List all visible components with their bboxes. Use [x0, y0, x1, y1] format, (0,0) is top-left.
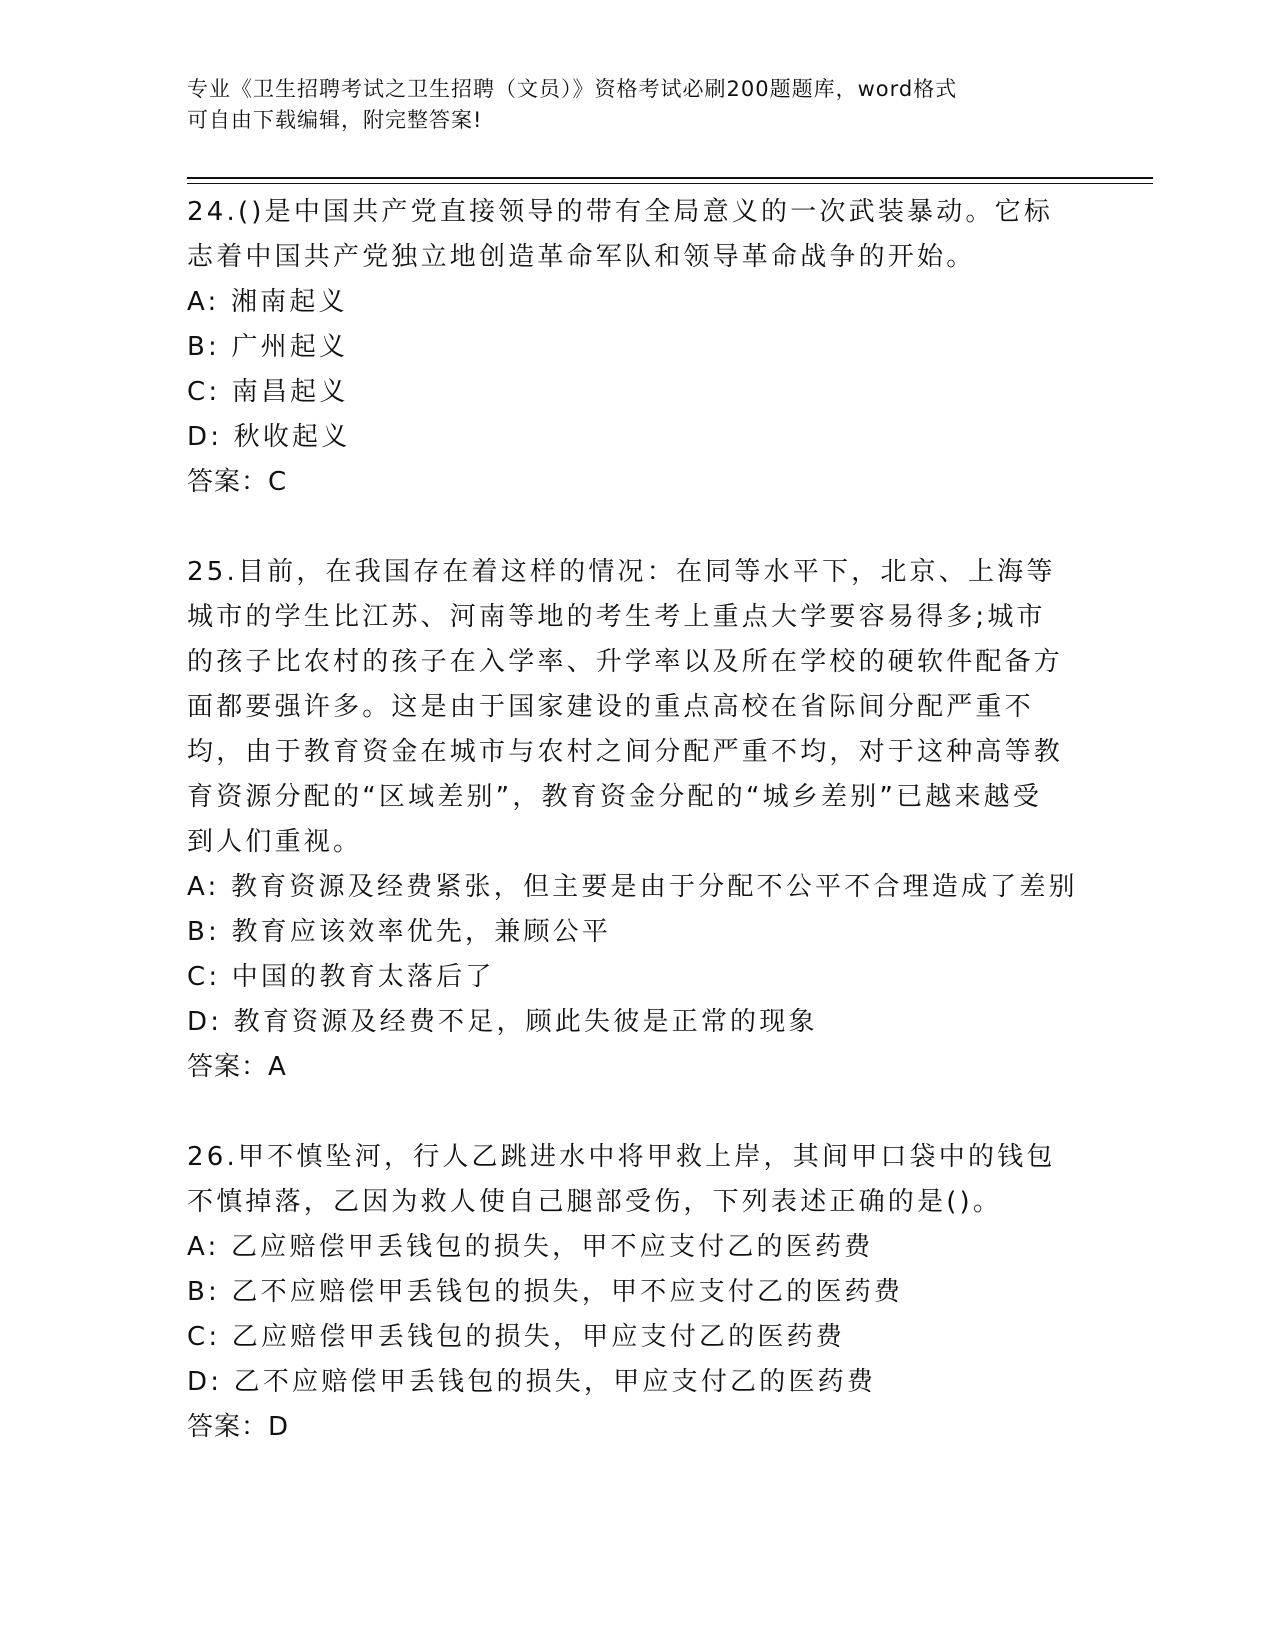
question-26	[187, 1135, 1067, 1450]
header-line-1: 专业《卫生招聘考试之卫生招聘（文员）》资格考试必刷200题题库，word格式	[187, 77, 958, 101]
document-header	[187, 74, 1087, 136]
question-stem: 24.()是中国共产党直接领导的带有全局意义的一次武装暴动。它标志着中国共产党独立地创造革命军队和领导革命战争的开始。	[187, 197, 1054, 272]
option-d: D: 乙不应赔偿甲丢钱包的损失，甲应支付乙的医药费	[187, 1367, 877, 1397]
option-b: B: 教育应该效率优先，兼顾公平	[187, 917, 612, 947]
option-a: A: 乙应赔偿甲丢钱包的损失，甲不应支付乙的医药费	[187, 1232, 874, 1262]
option-c: C: 南昌起义	[187, 377, 349, 407]
header-divider-thick	[187, 177, 1153, 179]
question-24	[187, 190, 1067, 505]
question-list	[187, 190, 1078, 1495]
option-b: B: 广州起义	[187, 332, 349, 362]
question-25	[187, 550, 1078, 1090]
answer-label: 答案：D	[187, 1412, 290, 1442]
header-divider-thin	[187, 183, 1153, 184]
answer-label: 答案：A	[187, 1052, 287, 1082]
option-a: A: 教育资源及经费紧张，但主要是由于分配不公平不合理造成了差别	[187, 872, 1078, 902]
option-c: C: 乙应赔偿甲丢钱包的损失，甲应支付乙的医药费	[187, 1322, 845, 1352]
header-line-2: 可自由下载编辑，附完整答案!	[187, 108, 483, 132]
option-d: D: 秋收起义	[187, 422, 351, 452]
option-b: B: 乙不应赔偿甲丢钱包的损失，甲不应支付乙的医药费	[187, 1277, 904, 1307]
option-a: A: 湘南起义	[187, 287, 348, 317]
option-d: D: 教育资源及经费不足，顾此失彼是正常的现象	[187, 1007, 818, 1037]
answer-label: 答案：C	[187, 467, 288, 497]
question-stem: 26.甲不慎坠河，行人乙跳进水中将甲救上岸，其间甲口袋中的钱包不慎掉落，乙因为救人使自己腿部受伤，下列表述正确的是()。	[187, 1142, 1056, 1217]
option-c: C: 中国的教育太落后了	[187, 962, 495, 992]
question-stem: 25.目前，在我国存在着这样的情况：在同等水平下，北京、上海等城市的学生比江苏、河南等地的考生考上重点大学要容易得多;城市的孩子比农村的孩子在入学率、升学率以及所在学校的硬软件配备方面都要强许多。这是由于国家建设的重点高校在省际间分配严重不均，由于教育资金在城市与农村之间分配严重不均，对于这种高等教育资源分配的“区域差别”，教育资金分配的“城乡差别”已越来越受到人们重视。	[187, 557, 1064, 857]
